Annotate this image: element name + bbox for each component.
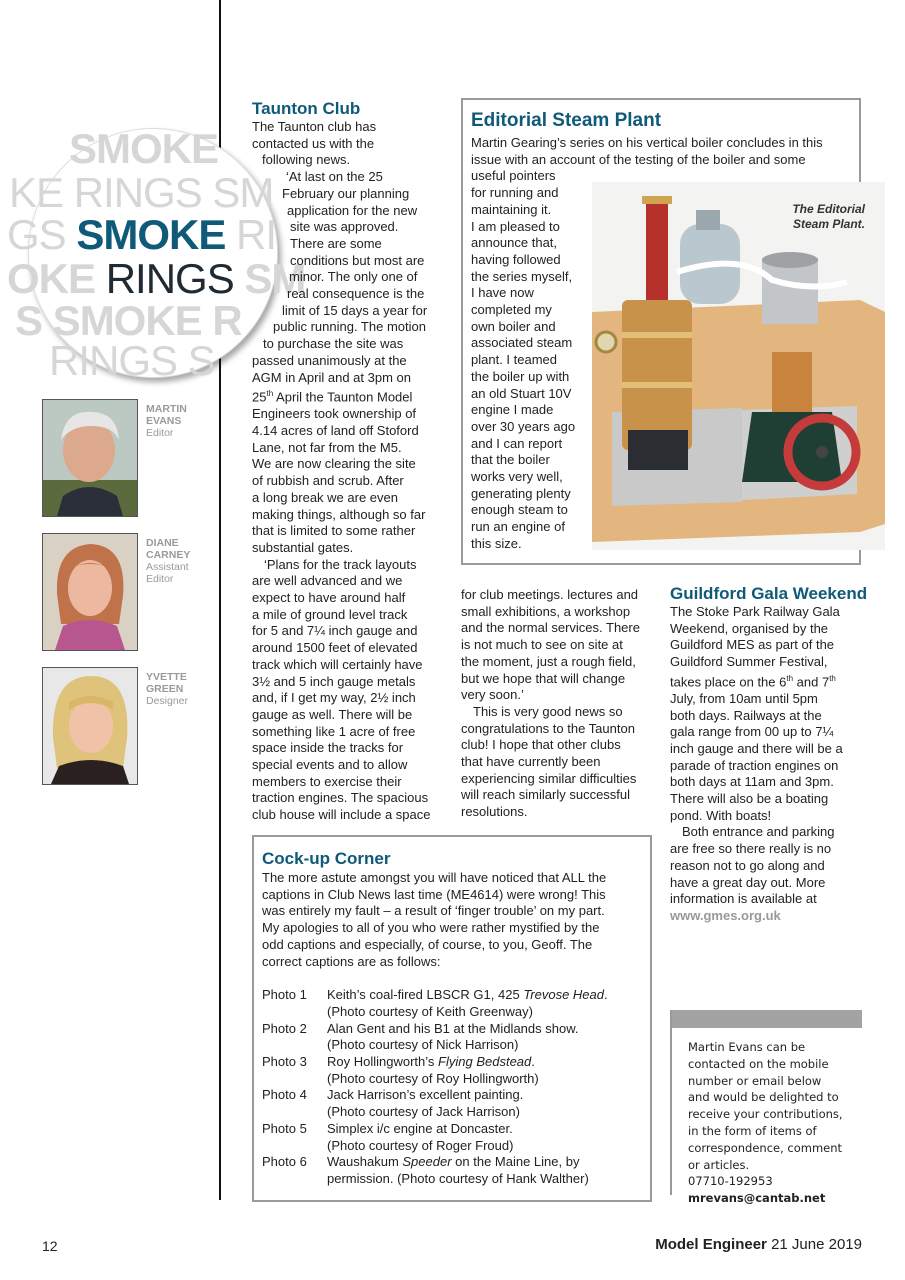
text-line: The Taunton club has <box>252 119 377 134</box>
text-line: ‘At last on the 25 <box>286 169 383 185</box>
text-line: The more astute amongst you will have noticed that ALL the <box>262 870 607 885</box>
text-line: February our planning <box>282 185 410 201</box>
text-line: small exhibitions, a workshop <box>461 603 631 619</box>
guildford-heading: Guildford Gala Weekend <box>670 584 868 603</box>
guildford-body <box>670 604 870 925</box>
photo-label: Photo 5 <box>262 1120 307 1136</box>
text-line: an old Stuart 10V <box>471 385 572 401</box>
steam-plant-photo <box>592 182 885 550</box>
list-item <box>262 1054 608 1087</box>
text-line: members to exercise their <box>252 773 402 789</box>
photo-label: Photo 6 <box>262 1154 307 1170</box>
text-line: The Stoke Park Railway Gala <box>670 604 840 619</box>
photo-caption-text: Simplex i/c engine at Doncaster. (Photo courtesy of Roger Froud) <box>327 1120 514 1153</box>
staff-role: Designer <box>146 695 189 707</box>
text-line: own boiler and <box>471 318 556 334</box>
text-line: real consequence is the <box>287 286 425 302</box>
text-line: resolutions. <box>461 804 528 820</box>
text-line: having followed <box>471 251 561 267</box>
text-line: plant. I teamed <box>471 352 557 368</box>
text-line: We are now clearing the site <box>252 456 416 472</box>
text-line: parade of traction engines on <box>670 757 839 773</box>
staff-photo-martin-evans <box>42 399 138 517</box>
text-line: associated steam <box>471 335 573 351</box>
text-line: and the normal services. There <box>461 620 640 636</box>
text-line: gala range from 00 up to 7¼ <box>670 724 834 740</box>
text-line: public running. The motion <box>273 319 426 335</box>
text-line: very soon.’ <box>461 687 524 703</box>
text-line: or articles. <box>688 1157 750 1172</box>
text-line: but we hope that will change <box>461 670 626 686</box>
text-line: and, if I get my way, 2½ inch <box>252 690 416 706</box>
text-line: are well advanced and we <box>252 573 403 589</box>
logo-row: OKE RINGS SM <box>7 255 306 302</box>
text-line: I am pleased to <box>471 218 560 234</box>
editorial-heading: Editorial Steam Plant <box>471 110 662 131</box>
text-line: ‘Plans for the track layouts <box>264 556 417 572</box>
text-line: special events and to allow <box>252 757 408 773</box>
photo-label: Photo 3 <box>262 1054 307 1070</box>
text-line: receive your contributions, <box>688 1107 843 1122</box>
text-line: to purchase the site was <box>263 336 404 352</box>
text-line: correspondence, comment <box>688 1140 843 1155</box>
text-line: is not much to see on site at <box>461 637 623 653</box>
text-line: club house will include a space <box>252 807 431 823</box>
text-line: This is very good news so <box>473 703 623 719</box>
cockup-heading: Cock-up Corner <box>262 849 391 868</box>
text-line: announce that, <box>471 235 558 251</box>
photo-label: Photo 2 <box>262 1020 307 1036</box>
text-line: My apologies to all of you who were rather mystified by the <box>262 920 600 936</box>
text-line: inch gauge and there will be a <box>670 740 843 756</box>
photo-caption-text: Waushakum Speeder on the Maine Line, by permission. (Photo courtesy of Hank Walther) <box>327 1154 589 1186</box>
text-line: the series myself, <box>471 268 573 284</box>
text-line: useful pointers <box>471 168 556 184</box>
text-line: 4.14 acres of land off Stoford <box>252 422 419 438</box>
contact-text <box>688 1039 863 1207</box>
text-line: application for the new <box>287 202 418 218</box>
taunton-heading: Taunton Club <box>252 99 361 118</box>
text-line: Weekend, organised by the <box>670 620 829 636</box>
cockup-body <box>262 870 647 970</box>
text-line: the boiler up with <box>471 368 570 384</box>
photo-caption-list <box>262 987 608 1187</box>
logo-row: SMOKE <box>69 125 219 172</box>
text-line: maintaining it. <box>471 201 552 217</box>
photo-caption-text: Roy Hollingworth’s Flying Bedstead. (Photo courtesy of Roy Hollingworth) <box>327 1054 539 1086</box>
text-line: and I can report <box>471 435 563 451</box>
photo-label: Photo 1 <box>262 987 307 1003</box>
text-line: limit of 15 days a year for <box>282 302 428 318</box>
phone-number: 07710-192953 <box>688 1174 773 1189</box>
text-line: passed unanimously at the <box>252 352 407 368</box>
magazine-footer: Model Engineer 21 June 2019 <box>655 1236 862 1253</box>
smoke-rings-logo <box>7 125 306 384</box>
text-line: a mile of ground level track <box>252 606 408 622</box>
staff-name: DIANE CARNEY <box>146 537 191 561</box>
text-line: site was approved. <box>290 219 399 235</box>
list-item <box>262 1154 608 1187</box>
taunton-continued <box>461 587 661 821</box>
text-line: Martin Evans can be <box>688 1040 806 1054</box>
text-line: engine I made <box>471 402 554 418</box>
text-line: Guildford Summer Festival, <box>670 654 828 670</box>
text-line: I have now <box>471 285 534 301</box>
text-line: generating plenty <box>471 485 571 501</box>
text-line: around 1500 feet of elevated <box>252 640 418 656</box>
text-line: expect to have around half <box>252 590 406 606</box>
text-line: for 5 and 7¼ inch gauge and <box>252 623 418 639</box>
text-line: enough steam to <box>471 502 568 518</box>
text-line: both days at 11am and 3pm. <box>670 774 834 790</box>
text-line: in the form of items of <box>688 1123 817 1138</box>
text-line: that have currently been <box>461 754 601 770</box>
text-line: There will also be a boating <box>670 791 829 807</box>
text-line: Martin Gearing’s series on his vertical boiler concludes in this <box>471 135 823 150</box>
text-line: Both entrance and parking <box>682 824 835 840</box>
text-line: traction engines. The spacious <box>252 790 429 806</box>
text-line: over 30 years ago <box>471 418 576 434</box>
list-item <box>262 1087 608 1120</box>
text-line: something like 1 acre of free <box>252 723 416 739</box>
photo-caption-text: Keith’s coal-fired LBSCR G1, 425 Trevose Head. (Photo courtesy of Keith Greenway) <box>327 987 608 1019</box>
staff-photo-diane-carney <box>42 533 138 651</box>
text-line: gauge as well. There will be <box>252 706 413 722</box>
text-line: contacted us with the <box>252 135 375 151</box>
text-line: contacted on the mobile <box>688 1056 829 1071</box>
photo-caption: The Editorial Steam Plant. <box>792 202 865 231</box>
page-number: 12 <box>42 1238 58 1254</box>
text-line: odd captions and especially, of course, to you, Geoff. The <box>262 936 593 952</box>
text-line: experiencing similar difficulties <box>461 770 637 786</box>
text-line: There are some <box>290 235 382 251</box>
text-line: track which will certainly have <box>252 656 423 672</box>
text-line: minor. The only one of <box>289 269 418 285</box>
text-line: conditions but most are <box>290 252 425 268</box>
text-line: making things, although so far <box>252 506 426 522</box>
list-item <box>262 987 608 1020</box>
taunton-body <box>252 119 452 824</box>
text-line: that the boiler <box>471 452 550 468</box>
staff-role: Assistant Editor <box>146 561 189 585</box>
text-line: of rubbish and scrub. After <box>252 473 404 489</box>
text-line: have a great day out. More <box>670 874 826 890</box>
text-line: substantial gates. <box>252 539 354 555</box>
text-line: will reach similarly successful <box>461 787 631 803</box>
text-line: July, from 10am until 5pm <box>670 690 818 706</box>
text-line: for club meetings. lectures and <box>461 587 639 602</box>
text-line: information is available at <box>670 891 817 907</box>
gmes-link[interactable]: www.gmes.org.uk <box>670 907 781 923</box>
text-line: completed my <box>471 302 552 318</box>
text-line: 3½ and 5 inch gauge metals <box>252 673 416 689</box>
text-line: this size. <box>471 535 522 551</box>
text-line: takes place on the 6th and 7th <box>670 673 836 690</box>
text-line: works very well, <box>471 469 563 485</box>
guildford-article <box>670 584 870 925</box>
text-line: are free so there really is no <box>670 841 832 857</box>
text-line: club! I hope that other clubs <box>461 737 621 753</box>
text-line: Lane, not far from the M5. <box>252 439 402 455</box>
text-line: run an engine of <box>471 519 565 535</box>
staff-photo-yvette-green <box>42 667 138 785</box>
text-line: captions in Club News last time (ME4614) were wrong! This <box>262 886 606 902</box>
staff-role: Editor <box>146 427 174 439</box>
text-line: 25th April the Taunton Model <box>252 389 413 405</box>
logo-row: KE RINGS SM <box>9 169 274 216</box>
text-line: following news. <box>262 152 351 168</box>
text-line: number or email below <box>688 1073 822 1088</box>
cockup-article <box>262 849 647 1188</box>
photo-label: Photo 4 <box>262 1087 307 1103</box>
list-item <box>262 1121 608 1154</box>
text-line: for running and <box>471 185 559 201</box>
logo-row: RINGS S <box>49 337 215 384</box>
photo-caption-text: Alan Gent and his B1 at the Midlands show. (Photo courtesy of Nick Harrison) <box>327 1020 579 1053</box>
photo-caption-text: Jack Harrison’s excellent painting. (Photo courtesy of Jack Harrison) <box>327 1087 524 1120</box>
text-line: space inside the tracks for <box>252 740 404 756</box>
text-line: AGM in April and at 3pm on <box>252 369 411 385</box>
text-line: a long break we are even <box>252 489 398 505</box>
email-link[interactable]: mrevans@cantab.net <box>688 1191 826 1206</box>
text-line: congratulations to the Taunton <box>461 720 635 736</box>
text-line: correct captions are as follows: <box>262 953 441 969</box>
text-line: and would be delighted to <box>688 1090 839 1105</box>
taunton-article <box>252 99 452 824</box>
text-line: reason not to go along and <box>670 857 825 873</box>
text-line: both days. Railways at the <box>670 707 822 723</box>
text-line: issue with an account of the testing of the boiler and some <box>471 151 806 167</box>
text-line: Engineers took ownership of <box>252 406 417 422</box>
staff-name: MARTIN EVANS <box>146 403 187 427</box>
text-line: was entirely my fault – a result of ‘finger trouble’ on my part. <box>262 903 605 919</box>
staff-name: YVETTE GREEN <box>146 671 187 695</box>
logo-row: S SMOKE R <box>15 297 242 344</box>
text-line: pond. With boats! <box>670 807 772 823</box>
text-line: that is limited to some rather <box>252 523 416 539</box>
text-line: the moment, just a rough field, <box>461 653 636 669</box>
list-item <box>262 1021 608 1054</box>
text-line: Guildford MES as part of the <box>670 637 835 653</box>
logo-row: GS SMOKE RI <box>7 211 277 258</box>
